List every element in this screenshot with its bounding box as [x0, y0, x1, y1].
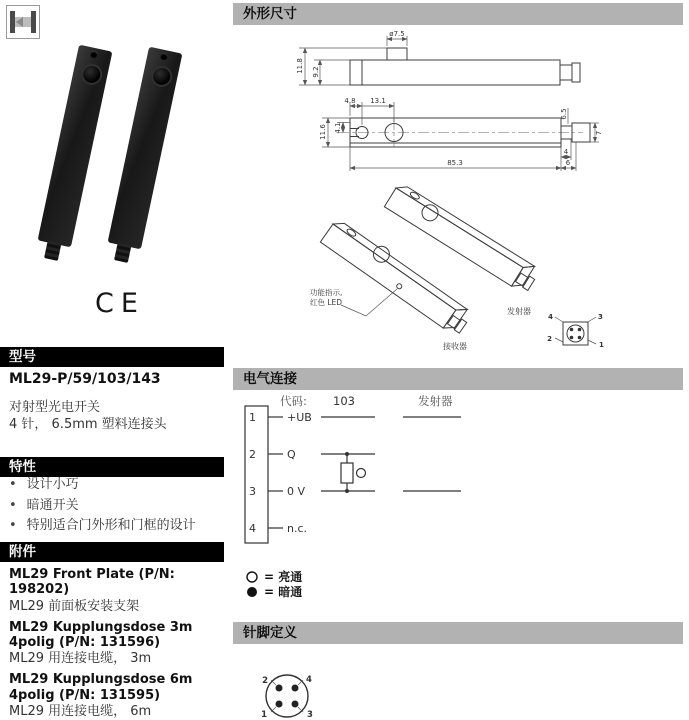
mounting-hole [90, 50, 98, 58]
pin-number-3: 3 [307, 710, 313, 720]
dim-label-4-1: 4.1 [334, 122, 342, 134]
accessory-title: ML29 Kupplungsdose 6m 4polig (P/N: 131595) [9, 672, 193, 703]
section-header-electrical: 电气连接 [233, 368, 683, 390]
section-header-accessories: 附件 [0, 542, 224, 562]
side-view-drawing [296, 30, 580, 85]
connector-face-diagram [233, 645, 689, 720]
receiver-label: 接收器 [443, 342, 467, 351]
feature-text: 暗通开关 [26, 497, 79, 513]
led-indicator [396, 283, 403, 290]
dim-label-4: 4 [563, 148, 569, 156]
accessory-list [9, 562, 222, 720]
accessory-title: ML29 Front Plate (P/N: 198202) [9, 567, 175, 598]
through-beam-sensor-icon [6, 5, 40, 39]
section-header-model: 型号 [0, 347, 224, 367]
sensor-connector [114, 242, 131, 263]
column-emitter-label: 发射器 [418, 394, 453, 408]
accessory-description: ML29 用连接电缆， 3m [9, 651, 152, 667]
product-photo [28, 38, 213, 293]
isometric-drawing [310, 182, 604, 351]
pin-1-signal: +UB [287, 411, 312, 424]
receiver-bar-shape [31, 11, 36, 33]
dim-label-diameter: ø7.5 [389, 30, 405, 38]
column-103-label: 103 [333, 394, 355, 408]
bullet-icon: • [9, 477, 17, 492]
list-item [9, 499, 221, 513]
model-number: ML29-P/59/103/143 [9, 371, 161, 387]
led-label-line1: 功能指示, [310, 288, 343, 297]
pin-2-signal: Q [287, 448, 296, 461]
dim-label-6: 6 [565, 159, 571, 167]
dark-on-legend: = 暗通 [264, 585, 303, 599]
list-item [9, 478, 221, 492]
section-header-dimensions: 外形尺寸 [233, 3, 683, 25]
sensor-lens [149, 64, 174, 89]
bullet-icon: • [9, 497, 17, 513]
pin-number-3: 3 [598, 313, 603, 321]
pin-number-2: 2 [262, 676, 268, 686]
load-resistor [341, 463, 353, 483]
wiring-diagram [233, 393, 689, 605]
sensor-right [108, 47, 183, 250]
ce-mark: CE [95, 288, 145, 319]
dim-label-7: 7 [595, 130, 603, 136]
section-header-pin-definition: 针脚定义 [233, 622, 683, 644]
dim-label-length: 85.3 [447, 159, 463, 167]
sensor-connector [44, 240, 61, 261]
feature-text: 设计小巧 [26, 477, 79, 492]
bullet-icon: • [9, 518, 17, 534]
dim-label-4-8: 4.8 [344, 97, 356, 105]
dark-on-icon [247, 587, 257, 597]
sensor-lens [79, 62, 104, 87]
dim-label-13-1: 13.1 [370, 97, 386, 105]
model-description-line2: 4 针， 6.5mm 塑料连接头 [9, 417, 167, 432]
dimension-drawing [233, 28, 689, 363]
accessory-description: ML29 用连接电缆， 6m [9, 703, 152, 719]
model-description-line1: 对射型光电开关 [9, 400, 101, 415]
accessory-description: ML29 前面板安装支架 [9, 598, 140, 614]
emitter-bar-drawing [384, 182, 540, 295]
pin-3: 3 [249, 485, 256, 498]
sensor-left [38, 45, 113, 248]
code-label: 代码: [280, 394, 307, 408]
pin-number-4: 4 [548, 313, 553, 321]
pin-1: 1 [249, 411, 256, 424]
plan-view-drawing [319, 97, 603, 171]
beam-arrow-shape [16, 17, 23, 27]
receiver-bar-drawing [320, 215, 475, 337]
emitter-circuit [403, 417, 461, 491]
pin-4-signal: n.c. [287, 522, 308, 535]
pin-4: 4 [249, 522, 256, 535]
connector-end-view [547, 313, 604, 349]
emitter-bar-shape [10, 11, 15, 33]
light-on-legend: = 亮通 [264, 570, 303, 584]
section-header-features: 特性 [0, 457, 224, 477]
emitter-label: 发射器 [507, 307, 531, 316]
pin-3-signal: 0 V [287, 485, 306, 498]
light-on-icon [247, 572, 257, 582]
pin-number-1: 1 [599, 341, 604, 349]
dim-label-height-body: 9.2 [312, 66, 320, 78]
receiver-output-circuit [321, 417, 375, 493]
dim-label-height-outer: 11.8 [296, 58, 304, 74]
pin-number-2: 2 [547, 335, 552, 343]
list-item [9, 519, 221, 533]
dim-label-6-5: 6.5 [560, 108, 568, 120]
feature-text: 特别适合门外形和门框的设计 [26, 518, 196, 534]
light-on-symbol [357, 469, 366, 478]
accessory-title: ML29 Kupplungsdose 3m 4polig (P/N: 131596) [9, 619, 193, 650]
led-label-line2: 红色 LED [310, 298, 343, 307]
pin-2: 2 [249, 448, 256, 461]
mounting-hole [160, 52, 168, 60]
dim-label-11-6: 11.6 [319, 124, 327, 140]
pin-number-4: 4 [306, 675, 312, 685]
feature-list [9, 478, 221, 540]
switching-legend [247, 569, 302, 599]
pin-number-1: 1 [261, 710, 267, 720]
